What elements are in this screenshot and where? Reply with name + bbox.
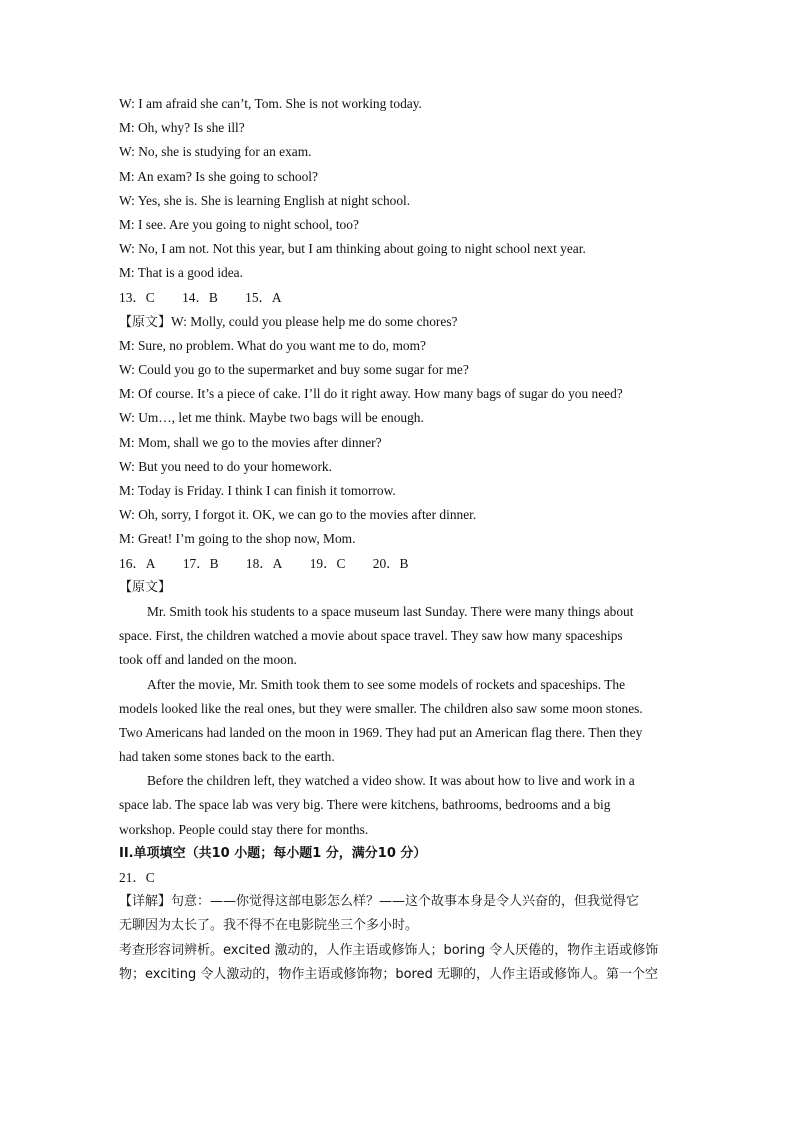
dialogue-line: W: Could you go to the supermarket and buy some sugar for me? [119,362,469,378]
dialogue-line: M: Today is Friday. I think I can finish it tomorrow. [119,483,396,498]
answer-13: 13．C [119,289,155,305]
answer-21: 21．C [119,870,155,885]
passage-line: had taken some stones back to the earth. [119,749,335,765]
dialogue-line: M: An exam? Is she going to school? [119,168,318,184]
passage-line: Mr. Smith took his students to a space museum last Sunday. There were many things about [147,603,634,619]
dialogue-line: M: Sure, no problem. What do you want me to do, mom? [119,337,426,353]
dialogue-1 [119,92,679,286]
dialogue-2 [119,310,679,552]
explanation-line: 物；exciting 令人激动的，物作主语或修饰物；bored 无聊的，人作主语或修饰人。第一个空 [119,966,658,982]
dialogue-line-first [119,310,679,334]
source-text-tag: 【原文】 [119,314,172,330]
passage-line: took off and landed on the moon. [119,652,297,668]
section-heading: II.单项填空（共10 小题；每小题1 分，满分10 分） [119,845,427,861]
passage-line: models looked like the real ones, but they were smaller. The children also saw some moon stones. [119,700,643,716]
passage-line: Two Americans had landed on the moon in 1969. They had put an American flag there. Then they [119,724,643,740]
dialogue-line: W: No, I am not. Not this year, but I am thinking about going to night school next year. [119,241,586,257]
document-page [119,92,679,987]
dialogue-line: W: I am afraid she can’t, Tom. She is not working today. [119,96,422,111]
dialogue-line: W: Um…, let me think. Maybe two bags will be enough. [119,410,424,426]
passage [119,600,679,842]
answer-20: 20．B [372,555,409,571]
dialogue-text: W: Molly, could you please help me do some chores? [171,313,458,329]
answer-15: 15．A [245,289,282,305]
detail-tag: 【详解】 [119,894,172,910]
dialogue-line: W: No, she is studying for an exam. [119,144,312,160]
dialogue-line: M: Of course. It’s a piece of cake. I’ll do it right away. How many bags of sugar do you need? [119,386,623,402]
dialogue-line: W: But you need to do your homework. [119,458,332,474]
passage-line: space. First, the children watched a movie about space travel. They saw how many spaceships [119,628,623,644]
dialogue-line: W: Oh, sorry, I forgot it. OK, we can go to the movies after dinner. [119,507,477,523]
answer-16: 16．A [119,555,156,571]
explanation-line-first [119,890,679,914]
dialogue-line: M: Great! I’m going to the shop now, Mom. [119,531,356,547]
passage-line: After the movie, Mr. Smith took them to see some models of rockets and spaceships. The [147,676,626,692]
answer-18: 18．A [245,555,283,571]
passage-line: space lab. The space lab was very big. There were kitchens, bathrooms, bedrooms and a big [119,797,611,813]
answer-19: 19．C [309,555,346,571]
answer-14: 14．B [182,289,218,305]
dialogue-line: M: Mom, shall we go to the movies after dinner? [119,434,382,450]
explanation-line: 无聊因为太长了。我不得不在电影院坐三个多小时。 [119,918,419,934]
answer-17: 17．B [182,555,219,571]
answer-row-16-20 [119,552,679,576]
explanation-line: 考查形容词辨析。excited 激动的，人作主语或修饰人；boring 令人厌倦的，物作主语或修饰 [119,942,659,958]
passage-line: Before the children left, they watched a video show. It was about how to live and work in a [147,773,635,789]
dialogue-line: M: That is a good idea. [119,265,243,281]
dialogue-line: M: Oh, why? Is she ill? [119,120,245,136]
passage-source-tag: 【原文】 [119,579,172,595]
explanation [119,890,679,987]
answer-row-13-15 [119,286,679,310]
dialogue-line: W: Yes, she is. She is learning English at night school. [119,192,411,208]
passage-line: workshop. People could stay there for months. [119,821,369,837]
explanation-text: 句意：——你觉得这部电影怎么样？——这个故事本身是令人兴奋的，但我觉得它 [171,894,640,910]
dialogue-line: M: I see. Are you going to night school, too? [119,216,359,232]
